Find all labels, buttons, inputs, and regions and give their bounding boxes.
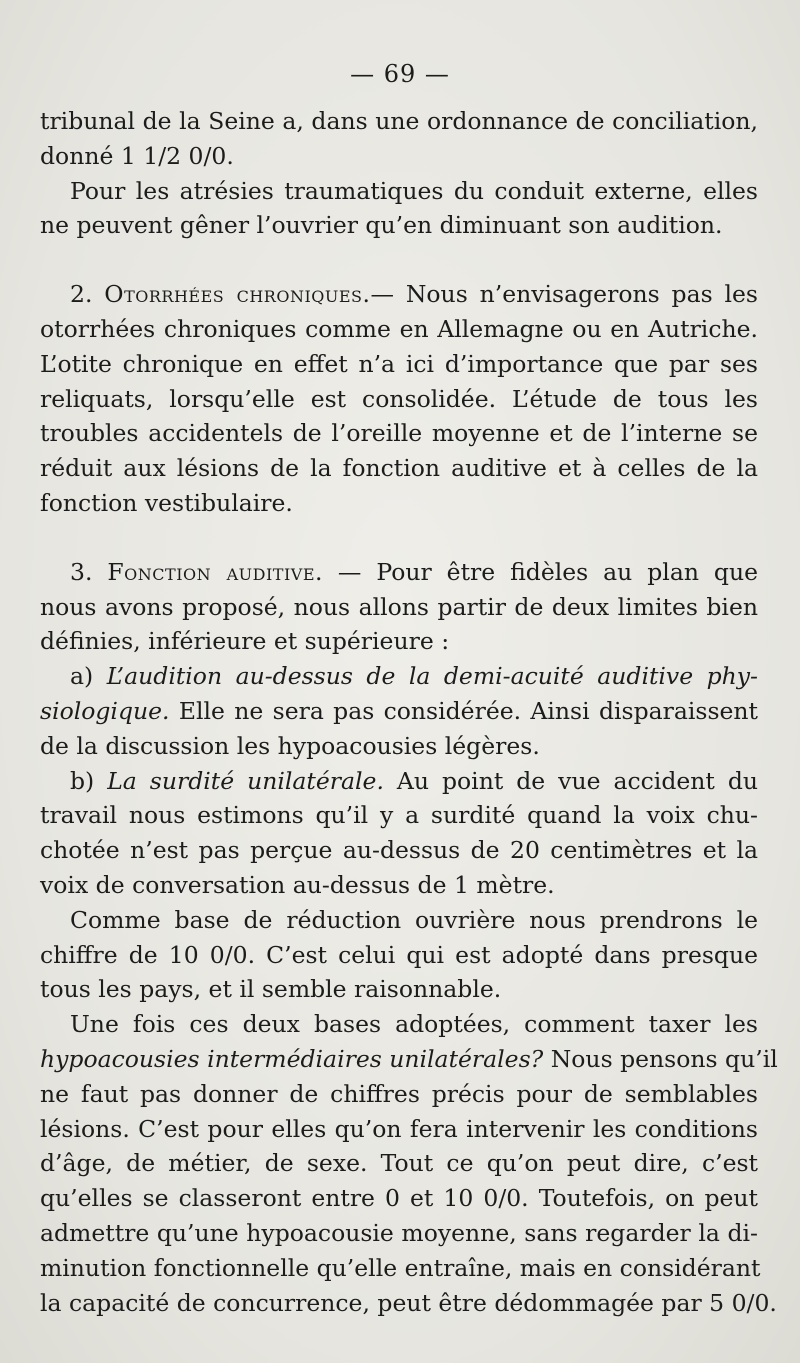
text-line: voix de conversation au-dessus de 1 mètre.: [40, 870, 555, 899]
text-line: troubles accidentels de l’oreille moyenne et de l’interne se: [40, 419, 758, 448]
text-line: donné 1 1/2 0/0.: [40, 141, 234, 170]
text-fragment: — Nous n’envisagerons pas les: [370, 280, 758, 309]
text-fragment: Au point de vue accident du: [383, 766, 759, 795]
text-line: réduit aux lésions de la fonction auditive et à celles de la: [40, 454, 758, 483]
text-line: Pour les atrésies traumatiques du conduit externe, elles: [70, 176, 758, 205]
italic-text: L’audition au-dessus de la demi-acuité auditive phy-: [106, 662, 758, 691]
text-line: tribunal de la Seine a, dans une ordonnance de conciliation,: [40, 107, 758, 135]
page-number: — 69 —: [350, 60, 450, 88]
text-line: ne peuvent gêner l’ouvrier qu’en diminuant son audition.: [40, 211, 723, 240]
text-line: [40, 694, 758, 729]
list-label: b): [70, 766, 108, 795]
text-line: fonction vestibulaire.: [40, 488, 293, 517]
text-line: qu’elles se classeront entre 0 et 10 0/0. Toutefois, on peut: [40, 1184, 758, 1213]
section-number: 2.: [70, 280, 105, 309]
text-line: chotée n’est pas perçue au-dessus de 20 centimètres et la: [40, 836, 758, 865]
text-fragment: Nous pensons qu’il: [543, 1044, 778, 1073]
section-title: Fonction auditive.: [107, 557, 323, 586]
body-text: [40, 104, 778, 1320]
list-label: a): [70, 662, 107, 691]
text-line: Une fois ces deux bases adoptées, comment taxer les: [70, 1010, 758, 1039]
section-heading-otorrhees: [40, 277, 758, 312]
text-line: reliquats, lorsqu’elle est consolidée. L’étude de tous les: [40, 384, 758, 413]
text-line: d’âge, de métier, de sexe. Tout ce qu’on peut dire, c’est: [40, 1149, 758, 1178]
text-line: Comme base de réduction ouvrière nous prendrons le: [70, 905, 758, 934]
section-number: 3.: [70, 557, 108, 586]
text-line: lésions. C’est pour elles qu’on fera intervenir les conditions: [40, 1114, 758, 1143]
italic-text: siologique.: [40, 696, 170, 725]
text-line: minution fonctionnelle qu’elle entraîne, mais en considérant: [40, 1253, 761, 1282]
text-line: nous avons proposé, nous allons partir de deux limites bien: [40, 592, 758, 621]
text-line: de la discussion les hypoacousies légères.: [40, 731, 540, 760]
text-fragment: — Pour être fidèles au plan que: [322, 557, 758, 586]
text-fragment: Elle ne sera pas considérée. Ainsi disparaissent: [169, 696, 758, 725]
list-item-a: [40, 659, 758, 694]
paragraph-gap: [40, 521, 758, 555]
paragraph-gap: [40, 243, 758, 277]
italic-text: La surdité unilatérale.: [107, 766, 384, 795]
text-line: tous les pays, et il semble raisonnable.: [40, 975, 502, 1004]
text-line: [40, 1042, 778, 1077]
text-line: ne faut pas donner de chiffres précis pour de semblables: [40, 1079, 758, 1108]
text-line: L’otite chronique en effet n’a ici d’importance que par ses: [40, 349, 758, 378]
text-line: travail nous estimons qu’il y a surdité quand la voix chu-: [40, 801, 758, 830]
list-item-b: [40, 764, 758, 799]
text-line: admettre qu’une hypoacousie moyenne, sans regarder la di-: [40, 1218, 758, 1247]
text-line: otorrhées chroniques comme en Allemagne ou en Autriche.: [40, 314, 758, 343]
italic-text: hypoacousies intermédiaires unilatérales?: [40, 1044, 544, 1073]
section-title: Otorrhées chroniques.: [104, 280, 371, 309]
text-line: chiffre de 10 0/0. C’est celui qui est adopté dans presque: [40, 940, 758, 969]
section-heading-fonction-auditive: [40, 555, 758, 590]
text-line: définies, inférieure et supérieure :: [40, 627, 450, 656]
text-line: la capacité de concurrence, peut être dédommagée par 5 0/0.: [40, 1288, 777, 1317]
